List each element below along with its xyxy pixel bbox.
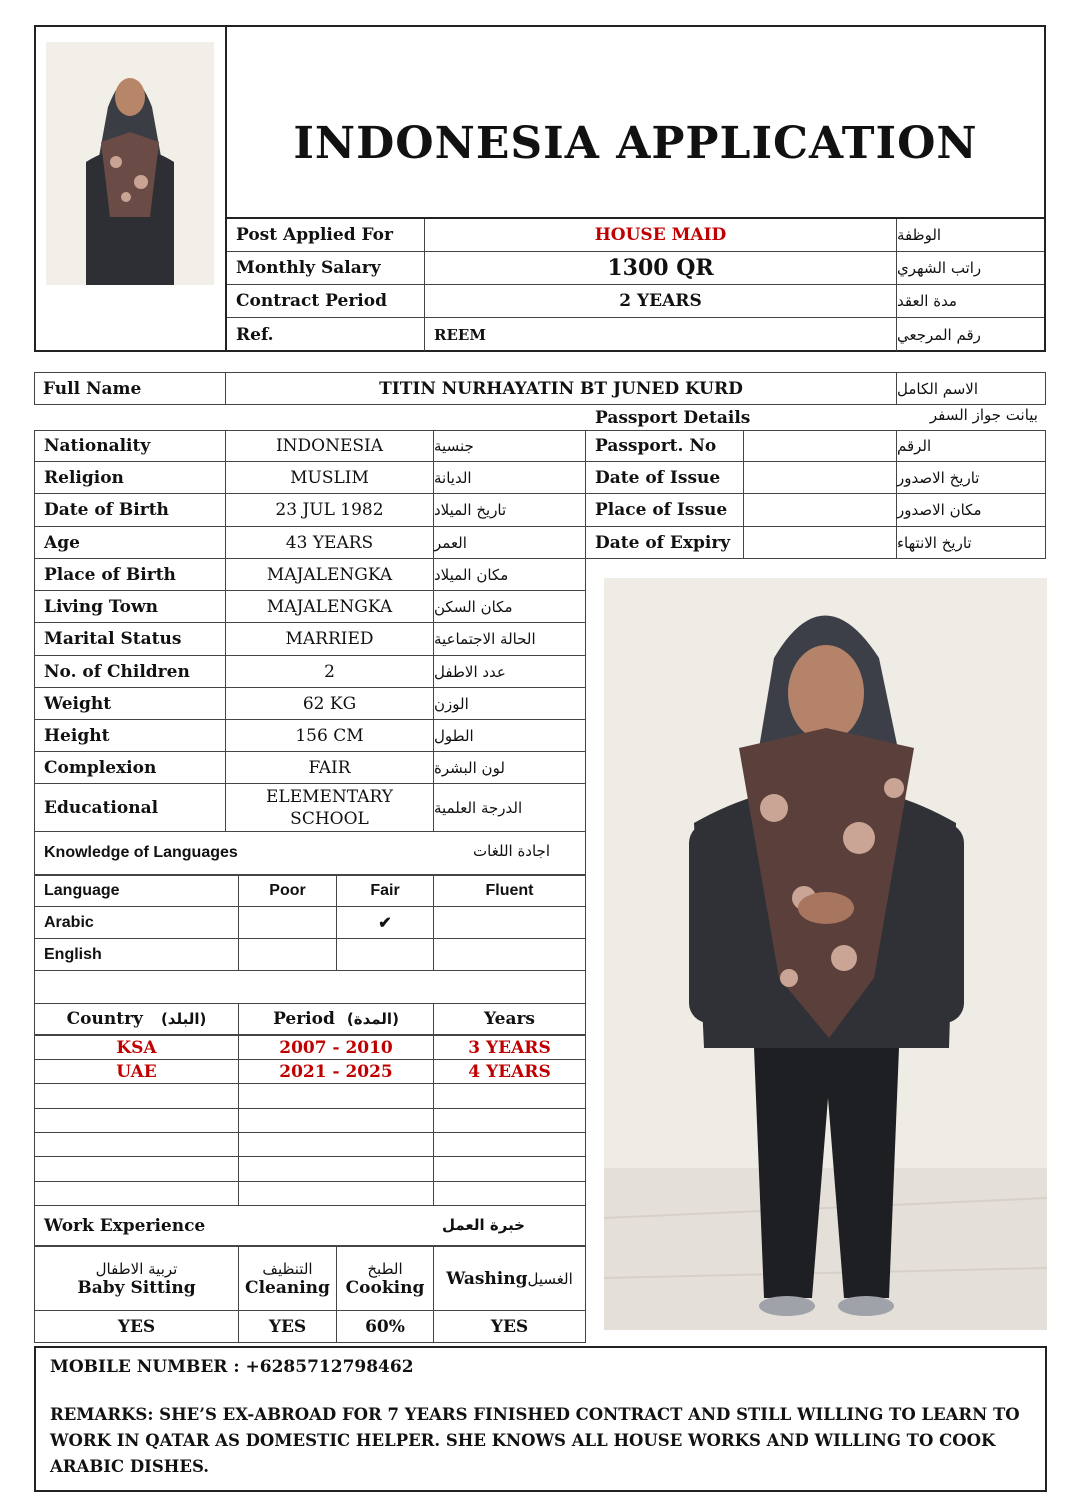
remarks: REMARKS: SHE’S EX-ABROAD FOR 7 YEARS FINISHED CONTRACT AND STILL WILLING TO LEARN TO WORK IN QATAR AS DOMESTIC HELPER. SHE KNOWS ALL HOUSE WORKS AND WILLING TO COOK ARABIC DISHES. — [50, 1405, 1020, 1476]
header-row-arabic: راتب الشهري — [897, 252, 1044, 285]
header-row-label: Post Applied For — [227, 219, 425, 252]
full-name-arabic: الاسم الكامل — [897, 379, 979, 398]
full-name-value: TITIN NURHAYATIN BT JUNED KURD — [226, 372, 897, 405]
personal-label: Marital Status — [34, 623, 226, 656]
skill-arabic: تربية الاطفال — [95, 1259, 178, 1278]
personal-value: MAJALENGKA — [226, 559, 434, 591]
personal-arabic: الديانة — [434, 462, 586, 494]
experience-cell — [34, 1109, 239, 1133]
personal-arabic: جنسية — [434, 430, 586, 462]
experience-cell — [434, 1109, 586, 1133]
skill-header-cell — [337, 1246, 434, 1311]
blank-row — [34, 971, 586, 1004]
header-row-value: 2 YEARS — [425, 285, 897, 318]
personal-label: Height — [34, 720, 226, 752]
experience-cell: 4 YEARS — [434, 1060, 586, 1084]
personal-label: Weight — [34, 688, 226, 720]
personal-arabic: العمر — [434, 527, 586, 559]
personal-label: Complexion — [34, 752, 226, 784]
header-row-value: REEM — [425, 318, 897, 351]
passport-value — [744, 430, 897, 462]
exp-country-header — [34, 1004, 239, 1036]
personal-arabic: عدد الاطفل — [434, 656, 586, 688]
experience-cell: KSA — [34, 1036, 239, 1060]
languages-title-arabic: اجادة اللغات — [473, 842, 550, 860]
personal-label: Religion — [34, 462, 226, 494]
passport-label: Place of Issue — [586, 494, 744, 527]
page-title: INDONESIA APPLICATION — [293, 118, 978, 169]
language-cell — [434, 907, 586, 939]
personal-label: Living Town — [34, 591, 226, 623]
passport-value — [744, 494, 897, 527]
country-header-arabic: (البلد) — [160, 1010, 207, 1028]
skill-label: Cooking — [345, 1277, 425, 1298]
language-cell: ✔ — [337, 907, 434, 939]
personal-arabic: تاريخ الميلاد — [434, 494, 586, 527]
passport-value — [744, 527, 897, 559]
personal-value: INDONESIA — [226, 430, 434, 462]
mobile-number: MOBILE NUMBER : +6285712798462 — [50, 1357, 414, 1377]
personal-value: 156 CM — [226, 720, 434, 752]
skill-arabic: الطبخ — [367, 1259, 403, 1278]
personal-value: MAJALENGKA — [226, 591, 434, 623]
experience-cell — [434, 1084, 586, 1109]
experience-cell — [239, 1133, 434, 1157]
exp-years-header: Years — [434, 1004, 586, 1036]
experience-cell — [239, 1182, 434, 1206]
language-cell — [239, 939, 337, 971]
personal-value: 2 — [226, 656, 434, 688]
passport-arabic: مكان الاصدور — [897, 494, 1046, 527]
personal-arabic: مكان السكن — [434, 591, 586, 623]
personal-value: MARRIED — [226, 623, 434, 656]
skill-header-cell — [239, 1246, 337, 1311]
personal-label: Nationality — [34, 430, 226, 462]
languages-title: Knowledge of Languages — [44, 844, 238, 861]
header-row-value: HOUSE MAID — [425, 219, 897, 252]
language-cell — [239, 907, 337, 939]
header-row-value: 1300 QR — [425, 252, 897, 285]
skill-arabic: التنظيف — [262, 1259, 313, 1278]
personal-value: FAIR — [226, 752, 434, 784]
experience-cell — [34, 1157, 239, 1182]
experience-cell: 3 YEARS — [434, 1036, 586, 1060]
personal-value: MUSLIM — [226, 462, 434, 494]
personal-arabic: الدرجة العلمية — [434, 784, 586, 832]
language-header-cell: Fluent — [434, 875, 586, 907]
language-header-cell: Poor — [239, 875, 337, 907]
personal-arabic: الطول — [434, 720, 586, 752]
skill-arabic: الغسيل — [527, 1269, 573, 1288]
full-name-label: Full Name — [34, 372, 226, 405]
personal-label: Age — [34, 527, 226, 559]
header-row-label: Ref. — [227, 318, 425, 351]
skill-label: Cleaning — [245, 1277, 330, 1298]
work-experience-title-arabic: خبرة العمل — [441, 1216, 525, 1234]
small-photo — [46, 42, 214, 285]
work-experience-title: Work Experience — [44, 1215, 206, 1236]
skill-header-cell — [34, 1246, 239, 1311]
personal-value: 62 KG — [226, 688, 434, 720]
skill-header-cell — [434, 1246, 586, 1311]
experience-cell — [239, 1084, 434, 1109]
language-cell: Arabic — [34, 907, 239, 939]
passport-arabic: تاريخ الاصدور — [897, 462, 1046, 494]
experience-cell — [434, 1182, 586, 1206]
passport-label: Date of Issue — [586, 462, 744, 494]
header-row-arabic: رقم المرجعي — [897, 325, 981, 344]
personal-value: ELEMENTARY SCHOOL — [226, 784, 434, 832]
skill-value: YES — [239, 1311, 337, 1343]
experience-cell — [239, 1157, 434, 1182]
experience-cell — [434, 1133, 586, 1157]
personal-arabic: مكان الميلاد — [434, 559, 586, 591]
language-cell — [337, 939, 434, 971]
period-header: Period — [273, 1009, 335, 1029]
passport-arabic: الرقم — [897, 430, 1046, 462]
language-header-cell: Fair — [337, 875, 434, 907]
header-row-arabic: الوظفة — [897, 219, 1044, 252]
experience-cell: 2007 - 2010 — [239, 1036, 434, 1060]
passport-value — [744, 462, 897, 494]
personal-arabic: لون البشرة — [434, 752, 586, 784]
personal-arabic: الحالة الاجتماعية — [434, 623, 586, 656]
personal-arabic: الوزن — [434, 688, 586, 720]
personal-label: No. of Children — [34, 656, 226, 688]
personal-label: Educational — [34, 784, 226, 832]
header-row-label: Monthly Salary — [227, 252, 425, 285]
skill-label: Washing — [446, 1268, 528, 1289]
experience-cell — [34, 1182, 239, 1206]
experience-cell — [34, 1084, 239, 1109]
language-cell — [434, 939, 586, 971]
skill-value: YES — [34, 1311, 239, 1343]
full-body-photo — [604, 578, 1047, 1330]
language-cell: English — [34, 939, 239, 971]
personal-value: 43 YEARS — [226, 527, 434, 559]
language-header-cell: Language — [34, 875, 239, 907]
experience-cell — [34, 1133, 239, 1157]
experience-cell — [239, 1109, 434, 1133]
skill-label: Baby Sitting — [77, 1277, 196, 1298]
country-header: Country — [66, 1009, 143, 1029]
passport-title-arabic: بيانت جواز السفر — [929, 406, 1038, 424]
experience-cell: UAE — [34, 1060, 239, 1084]
header-row-arabic: مدة العقد — [897, 285, 1044, 318]
personal-value: 23 JUL 1982 — [226, 494, 434, 527]
passport-arabic: تاريخ الانتهاء — [897, 527, 1046, 559]
passport-title: Passport Details — [595, 408, 751, 428]
experience-cell — [434, 1157, 586, 1182]
personal-label: Place of Birth — [34, 559, 226, 591]
passport-label: Passport. No — [586, 430, 744, 462]
skill-value: 60% — [337, 1311, 434, 1343]
passport-label: Date of Expiry — [586, 527, 744, 559]
header-row-label: Contract Period — [227, 285, 425, 318]
skill-value: YES — [434, 1311, 586, 1343]
period-header-arabic: (المدة) — [346, 1010, 399, 1028]
personal-label: Date of Birth — [34, 494, 226, 527]
experience-cell: 2021 - 2025 — [239, 1060, 434, 1084]
exp-period-header — [239, 1004, 434, 1036]
